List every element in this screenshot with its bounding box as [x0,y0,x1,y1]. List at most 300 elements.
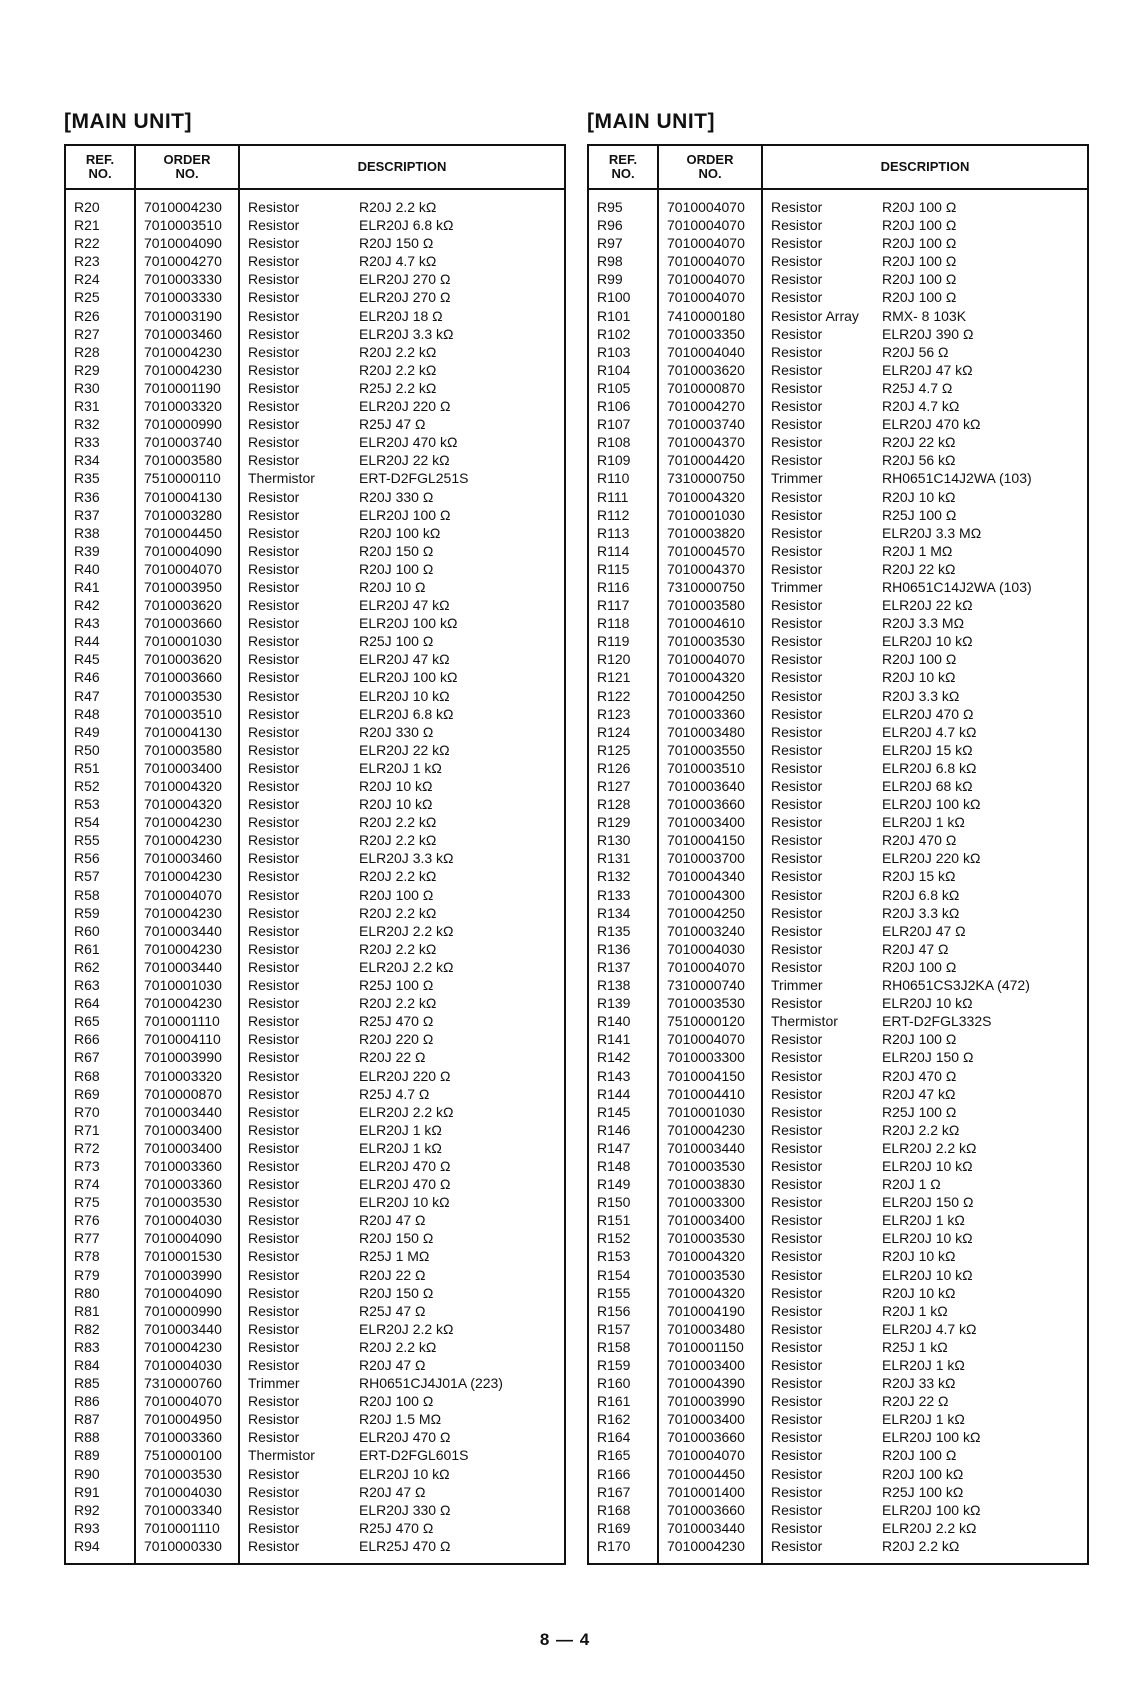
order-no-cell: 7010003340 [135,1501,239,1519]
part-type-cell: Resistor [248,1049,300,1066]
table-row [65,252,565,270]
part-type-cell: Resistor [248,1357,300,1373]
order-no-cell: 7010003660 [135,668,239,686]
table-row [65,940,565,958]
description-header: DESCRIPTION [762,145,1088,189]
order-no-cell: 7010001030 [658,506,762,524]
part-spec-cell: R20J 1 MΩ [882,542,953,559]
ref-no-cell: R65 [65,1012,135,1030]
ref-no-cell: R85 [65,1374,135,1392]
order-no-cell: 7010003530 [135,1465,239,1483]
table-row [588,1356,1088,1374]
part-type-cell: Resistor [771,832,823,849]
order-no-cell: 7010004450 [135,524,239,542]
table-row [588,1410,1088,1428]
order-no-cell: 7010004320 [658,488,762,506]
ref-no-cell: R137 [588,958,658,976]
part-type-cell: Resistor [771,1447,823,1464]
order-no-cell: 7010003990 [658,1392,762,1410]
order-no-cell: 7010004950 [135,1410,239,1428]
ref-no-cell: R143 [588,1067,658,1085]
table-row [65,994,565,1012]
ref-no-cell: R166 [588,1465,658,1483]
ref-no-cell: R58 [65,886,135,904]
ref-no-cell: R79 [65,1266,135,1284]
part-type-cell: Resistor [248,1157,300,1174]
part-type-cell: Resistor [248,1411,300,1428]
part-type-cell: Resistor [248,1248,300,1265]
order-no-cell: 7010000990 [135,415,239,433]
table-row [588,379,1088,397]
table-row [588,216,1088,234]
order-no-cell: 7010003990 [135,1048,239,1066]
part-type-cell: Resistor [771,814,823,831]
part-spec-cell: RMX- 8 103K [882,307,967,324]
part-type-cell: Resistor [771,1284,823,1301]
ref-no-cell: R146 [588,1121,658,1139]
table-row [65,831,565,849]
order-no-cell: 7010004450 [658,1465,762,1483]
part-type-cell: Trimmer [771,470,823,487]
part-spec-cell: R20J 2.2 kΩ [359,199,437,215]
ref-no-header: REF. NO. [65,145,135,189]
ref-no-cell: R82 [65,1320,135,1338]
part-spec-cell: R20J 100 Ω [882,289,957,306]
table-row [65,976,565,994]
table-row [588,1193,1088,1211]
ref-no-cell: R49 [65,723,135,741]
part-type-cell: Resistor [771,398,823,415]
part-type-cell: Resistor [248,506,300,523]
part-spec-cell: R20J 3.3 kΩ [882,687,960,704]
ref-no-cell: R25 [65,288,135,306]
part-type-cell: Resistor [771,868,823,885]
part-spec-cell: ELR20J 47 kΩ [359,651,450,668]
table-row [588,1428,1088,1446]
part-spec-cell: R20J 22 kΩ [882,434,956,451]
table-row [588,777,1088,795]
table-row [65,650,565,668]
part-spec-cell: R20J 10 kΩ [882,1248,956,1265]
part-type-cell: Resistor [248,796,300,813]
order-no-cell: 7010003740 [658,415,762,433]
part-type-cell: Resistor [771,1230,823,1247]
order-no-cell: 7010004370 [658,560,762,578]
part-spec-cell: R20J 330 Ω [359,723,434,740]
part-spec-cell: R20J 100 Ω [882,1447,957,1464]
table-row [588,1320,1088,1338]
ref-no-cell: R36 [65,488,135,506]
part-type-cell: Resistor [248,741,300,758]
table-row [588,813,1088,831]
table-row [65,1030,565,1048]
part-spec-cell: R20J 100 Ω [882,651,957,668]
part-type-cell: Resistor [248,1338,300,1355]
ref-no-cell: R125 [588,741,658,759]
part-type-cell: Resistor [771,361,823,378]
part-type-cell: Resistor [248,488,300,505]
right-parts-section [587,108,1089,1565]
order-no-cell: 7010004030 [135,1356,239,1374]
part-type-cell: Resistor [248,416,300,433]
part-type-cell: Resistor [248,307,300,324]
part-spec-cell: ELR20J 390 Ω [882,325,974,342]
ref-no-cell: R95 [588,189,658,216]
part-spec-cell: R20J 470 Ω [882,1067,957,1084]
table-row [588,1446,1088,1464]
part-type-cell: Resistor [771,235,823,252]
ref-no-cell: R157 [588,1320,658,1338]
part-type-cell: Resistor [248,289,300,306]
part-type-cell: Resistor [771,1176,823,1193]
part-type-cell: Resistor [248,597,300,614]
order-no-cell: 7010001530 [135,1247,239,1265]
order-no-cell: 7010004320 [658,1247,762,1265]
order-no-cell: 7010003320 [135,1067,239,1085]
part-spec-cell: ELR20J 10 kΩ [882,995,973,1012]
part-spec-cell: R20J 100 Ω [882,253,957,270]
ref-no-cell: R104 [588,361,658,379]
part-spec-cell: R20J 2.2 kΩ [882,1121,960,1138]
order-no-cell: 7010003360 [135,1157,239,1175]
order-no-cell: 7010004230 [135,813,239,831]
order-no-cell: 7010004110 [135,1030,239,1048]
part-spec-cell: R20J 470 Ω [882,832,957,849]
table-row [65,777,565,795]
part-type-cell: Resistor [771,1393,823,1410]
part-type-cell: Resistor [248,1302,300,1319]
part-type-cell: Resistor [248,940,300,957]
part-type-cell: Resistor [771,1302,823,1319]
part-type-cell: Resistor [771,850,823,867]
part-type-cell: Resistor [248,398,300,415]
order-no-cell: 7010004070 [658,1446,762,1464]
part-type-cell: Resistor [248,1537,300,1554]
table-row [65,542,565,560]
order-no-cell: 7010004070 [658,288,762,306]
order-no-cell: 7310000750 [658,578,762,596]
part-spec-cell: ELR20J 22 kΩ [359,741,450,758]
part-spec-cell: ELR20J 47 kΩ [359,597,450,614]
order-no-cell: 7010004070 [658,234,762,252]
ref-no-cell: R97 [588,234,658,252]
order-no-cell: 7010004570 [658,542,762,560]
left-unit-title: [MAIN UNIT] [64,110,192,133]
table-row [588,632,1088,650]
part-spec-cell: ELR20J 470 Ω [359,1157,451,1174]
page-number: 8 — 4 [539,1630,591,1649]
right-unit-title: [MAIN UNIT] [587,110,715,133]
order-no-cell: 7010004090 [135,542,239,560]
ref-no-cell: R54 [65,813,135,831]
ref-no-cell: R66 [65,1030,135,1048]
ref-no-cell: R113 [588,524,658,542]
ref-no-cell: R147 [588,1139,658,1157]
order-no-cell: 7010001030 [135,632,239,650]
order-no-cell: 7010003400 [135,759,239,777]
part-spec-cell: ELR20J 100 Ω [359,506,451,523]
part-spec-cell: R20J 10 kΩ [882,488,956,505]
part-type-cell: Resistor [248,1465,300,1482]
table-row [588,1030,1088,1048]
table-row [65,1356,565,1374]
table-row [588,1211,1088,1229]
ref-no-cell: R123 [588,705,658,723]
order-no-cell: 7010003660 [135,614,239,632]
part-type-cell: Resistor [248,868,300,885]
order-no-cell: 7010004070 [658,216,762,234]
table-row [65,451,565,469]
order-no-cell: 7010003330 [135,270,239,288]
part-type-cell: Resistor [771,1067,823,1084]
order-no-cell: 7010004410 [658,1085,762,1103]
table-row [65,1121,565,1139]
part-type-cell: Resistor [248,1031,300,1048]
table-row [65,379,565,397]
order-no-header: ORDER NO. [135,145,239,189]
order-no-cell: 7010003440 [135,922,239,940]
part-type-cell: Resistor [771,1121,823,1138]
part-spec-cell: R25J 100 Ω [359,633,434,650]
order-no-cell: 7010003700 [658,849,762,867]
ref-no-cell: R51 [65,759,135,777]
part-spec-cell: ELR20J 15 kΩ [882,741,973,758]
order-no-cell: 7010003660 [658,795,762,813]
part-spec-cell: R20J 22 Ω [359,1049,426,1066]
table-row [588,940,1088,958]
ref-no-cell: R164 [588,1428,658,1446]
part-type-cell: Trimmer [248,1375,300,1392]
part-type-cell: Resistor [771,1375,823,1392]
ref-no-cell: R136 [588,940,658,958]
ref-no-cell: R33 [65,433,135,451]
part-spec-cell: R25J 100 kΩ [882,1483,964,1500]
table-row [588,307,1088,325]
table-row [588,1012,1088,1030]
order-no-header: ORDER NO. [658,145,762,189]
table-row [65,1067,565,1085]
ref-no-cell: R74 [65,1175,135,1193]
table-row [65,288,565,306]
part-spec-cell: R20J 47 kΩ [882,1085,956,1102]
ref-no-cell: R84 [65,1356,135,1374]
table-row [65,433,565,451]
table-row [588,1085,1088,1103]
part-spec-cell: ELR20J 10 kΩ [359,687,450,704]
part-spec-cell: R20J 4.7 kΩ [359,253,437,270]
part-type-cell: Resistor [248,850,300,867]
part-spec-cell: R20J 2.2 kΩ [359,832,437,849]
table-row [588,1284,1088,1302]
order-no-cell: 7010003530 [135,1193,239,1211]
table-row [65,1501,565,1519]
ref-no-cell: R81 [65,1302,135,1320]
order-no-cell: 7010004390 [658,1374,762,1392]
part-spec-cell: ELR20J 1 kΩ [882,1357,965,1373]
ref-no-cell: R112 [588,506,658,524]
part-type-cell: Resistor [248,524,300,541]
part-type-cell: Resistor [248,542,300,559]
ref-no-cell: R159 [588,1356,658,1374]
table-row [65,415,565,433]
ref-no-cell: R69 [65,1085,135,1103]
part-spec-cell: R25J 47 Ω [359,1302,426,1319]
table-row [588,723,1088,741]
table-row [65,1537,565,1564]
table-row [588,1338,1088,1356]
order-no-cell: 7310000760 [135,1374,239,1392]
ref-no-cell: R168 [588,1501,658,1519]
ref-no-cell: R132 [588,867,658,885]
ref-no-cell: R120 [588,650,658,668]
table-row [65,1085,565,1103]
part-type-cell: Resistor [248,361,300,378]
ref-no-cell: R165 [588,1446,658,1464]
table-row [588,361,1088,379]
part-spec-cell: R20J 2.2 kΩ [882,1537,960,1554]
table-row [588,994,1088,1012]
part-type-cell: Resistor [771,922,823,939]
order-no-cell: 7010000330 [135,1537,239,1564]
table-row [65,307,565,325]
ref-no-cell: R72 [65,1139,135,1157]
table-row [65,741,565,759]
part-spec-cell: R20J 100 Ω [882,1031,957,1048]
part-spec-cell: ELR20J 3.3 kΩ [359,850,454,867]
part-spec-cell: R20J 3.3 kΩ [882,904,960,921]
part-type-cell: Resistor [248,1121,300,1138]
order-no-cell: 7010004420 [658,451,762,469]
table-row [65,867,565,885]
order-no-cell: 7010003190 [135,307,239,325]
order-no-cell: 7010000870 [658,379,762,397]
table-row [588,451,1088,469]
ref-no-cell: R48 [65,705,135,723]
table-row [588,1157,1088,1175]
part-spec-cell: ELR20J 1 kΩ [359,1139,442,1156]
part-spec-cell: R20J 10 kΩ [882,1284,956,1301]
table-row [588,849,1088,867]
part-spec-cell: R20J 10 kΩ [359,778,433,794]
table-row [65,1483,565,1501]
part-type-cell: Trimmer [771,578,823,595]
table-row [588,668,1088,686]
table-row [65,1338,565,1356]
ref-no-cell: R92 [65,1501,135,1519]
ref-no-cell: R144 [588,1085,658,1103]
part-spec-cell: ELR20J 22 kΩ [359,452,450,469]
ref-no-cell: R89 [65,1446,135,1464]
ref-no-cell: R126 [588,759,658,777]
part-type-cell: Resistor [771,416,823,433]
part-type-cell: Resistor [248,1483,300,1500]
order-no-cell: 7010001030 [658,1103,762,1121]
ref-no-cell: R111 [588,488,658,506]
ref-no-cell: R158 [588,1338,658,1356]
ref-no-cell: R150 [588,1193,658,1211]
table-row [65,1410,565,1428]
part-spec-cell: R20J 47 Ω [359,1212,426,1229]
ref-no-cell: R128 [588,795,658,813]
part-type-cell: Resistor [771,199,823,215]
left-parts-body [65,189,565,1564]
order-no-cell: 7010004070 [658,252,762,270]
part-spec-cell: R20J 22 Ω [359,1266,426,1283]
table-row [65,234,565,252]
table-row [65,524,565,542]
order-no-cell: 7010003480 [658,723,762,741]
ref-no-cell: R134 [588,904,658,922]
order-no-cell: 7010003510 [135,705,239,723]
part-type-cell: Resistor [771,343,823,360]
part-spec-cell: R20J 47 Ω [359,1483,426,1500]
order-no-cell: 7010004230 [135,904,239,922]
part-spec-cell: R20J 10 kΩ [882,669,956,686]
part-type-cell: Resistor [248,1284,300,1301]
ref-no-cell: R20 [65,189,135,216]
table-row [588,1465,1088,1483]
ref-no-cell: R63 [65,976,135,994]
part-type-cell: Resistor [248,1139,300,1156]
part-type-cell: Resistor [771,289,823,306]
right-parts-table [587,144,1089,1565]
part-type-cell: Resistor [248,723,300,740]
table-row [588,1302,1088,1320]
order-no-cell: 7010003580 [135,741,239,759]
table-row [65,1247,565,1265]
ref-no-cell: R43 [65,614,135,632]
part-type-cell: Resistor [248,1230,300,1247]
part-type-cell: Resistor [771,723,823,740]
part-type-cell: Resistor [248,235,300,252]
ref-no-cell: R68 [65,1067,135,1085]
order-no-cell: 7010003400 [658,813,762,831]
part-type-cell: Resistor [771,1085,823,1102]
ref-no-cell: R83 [65,1338,135,1356]
table-row [65,325,565,343]
table-row [65,596,565,614]
table-row [65,1229,565,1247]
order-no-cell: 7010003660 [658,1428,762,1446]
table-row [65,1048,565,1066]
ref-no-cell: R50 [65,741,135,759]
ref-no-cell: R60 [65,922,135,940]
ref-no-cell: R21 [65,216,135,234]
part-type-cell: Resistor [248,669,300,686]
order-no-cell: 7010003580 [658,596,762,614]
part-type-cell: Resistor [248,922,300,939]
table-row [65,1193,565,1211]
part-spec-cell: R20J 150 Ω [359,542,434,559]
part-spec-cell: R20J 1 kΩ [882,1302,948,1319]
part-spec-cell: R20J 100 Ω [359,560,434,577]
part-spec-cell: ELR20J 330 Ω [359,1501,451,1518]
table-row [65,705,565,723]
part-spec-cell: ELR20J 10 kΩ [359,1465,450,1482]
ref-no-cell: R53 [65,795,135,813]
table-row [65,1157,565,1175]
part-type-cell: Resistor [248,199,300,215]
table-row [588,415,1088,433]
part-spec-cell: ELR20J 220 kΩ [882,850,981,867]
order-no-cell: 7010003550 [658,741,762,759]
part-type-cell: Resistor [248,1176,300,1193]
description-header: DESCRIPTION [239,145,565,189]
part-spec-cell: ELR20J 18 Ω [359,307,443,324]
part-type-cell: Resistor [771,506,823,523]
part-type-cell: Resistor [771,488,823,505]
table-row [65,189,565,216]
